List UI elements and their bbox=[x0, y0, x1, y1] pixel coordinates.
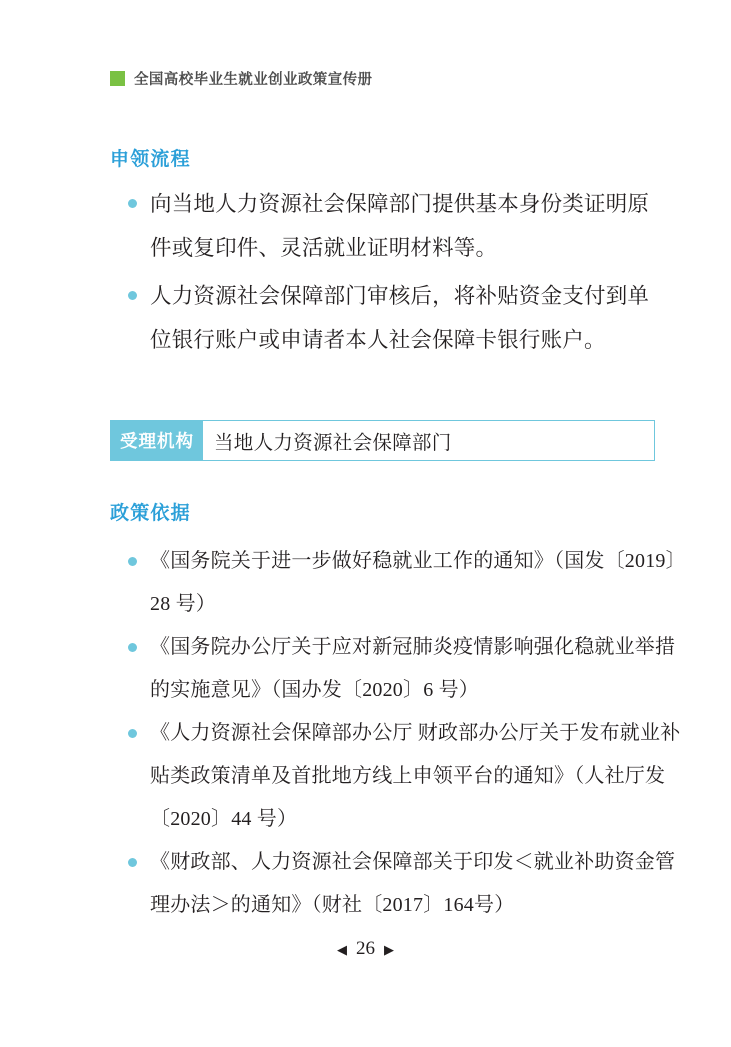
section-heading-policy: 政策依据 bbox=[110, 503, 191, 524]
section-heading-apply: 申领流程 bbox=[110, 149, 191, 170]
list-item bbox=[128, 712, 688, 841]
agency-value: 当地人力资源社会保障部门 bbox=[214, 432, 452, 454]
header-square-icon bbox=[110, 71, 125, 86]
bullet-icon bbox=[128, 858, 137, 867]
list-item bbox=[128, 626, 688, 712]
apply-process-list bbox=[128, 182, 668, 366]
list-item bbox=[128, 182, 668, 270]
list-item-text: 《财政部、人力资源社会保障部关于印发＜就业补助资金管理办法＞的通知》（财社〔2017〕164号） bbox=[150, 851, 676, 916]
list-item-text: 《国务院关于进一步做好稳就业工作的通知》（国发〔2019〕28 号） bbox=[150, 550, 686, 615]
bullet-icon bbox=[128, 729, 137, 738]
header-title: 全国高校毕业生就业创业政策宣传册 bbox=[134, 72, 373, 88]
prev-page-arrow-icon[interactable]: ◀ bbox=[337, 941, 347, 957]
next-page-arrow-icon[interactable]: ▶ bbox=[384, 941, 394, 957]
bullet-icon bbox=[128, 557, 137, 566]
list-item bbox=[128, 540, 688, 626]
list-item bbox=[128, 274, 668, 362]
bullet-icon bbox=[128, 643, 137, 652]
page-footer bbox=[0, 938, 731, 960]
bullet-icon bbox=[128, 199, 137, 208]
list-item-text: 向当地人力资源社会保障部门提供基本身份类证明原件或复印件、灵活就业证明材料等。 bbox=[150, 192, 650, 260]
running-header bbox=[110, 68, 372, 89]
policy-basis-list bbox=[128, 540, 688, 927]
agency-box bbox=[110, 420, 655, 461]
agency-label: 受理机构 bbox=[111, 421, 203, 460]
list-item-text: 《人力资源社会保障部办公厅 财政部办公厅关于发布就业补贴类政策清单及首批地方线上申领平台的通知》（人社厅发〔2020〕44 号） bbox=[150, 722, 681, 830]
list-item-text: 人力资源社会保障部门审核后，将补贴资金支付到单位银行账户或申请者本人社会保障卡银行账户。 bbox=[150, 284, 650, 352]
page-number: 26 bbox=[356, 938, 375, 959]
list-item-text: 《国务院办公厅关于应对新冠肺炎疫情影响强化稳就业举措的实施意见》（国办发〔2020〕6 号） bbox=[150, 636, 676, 701]
list-item bbox=[128, 841, 688, 927]
bullet-icon bbox=[128, 291, 137, 300]
